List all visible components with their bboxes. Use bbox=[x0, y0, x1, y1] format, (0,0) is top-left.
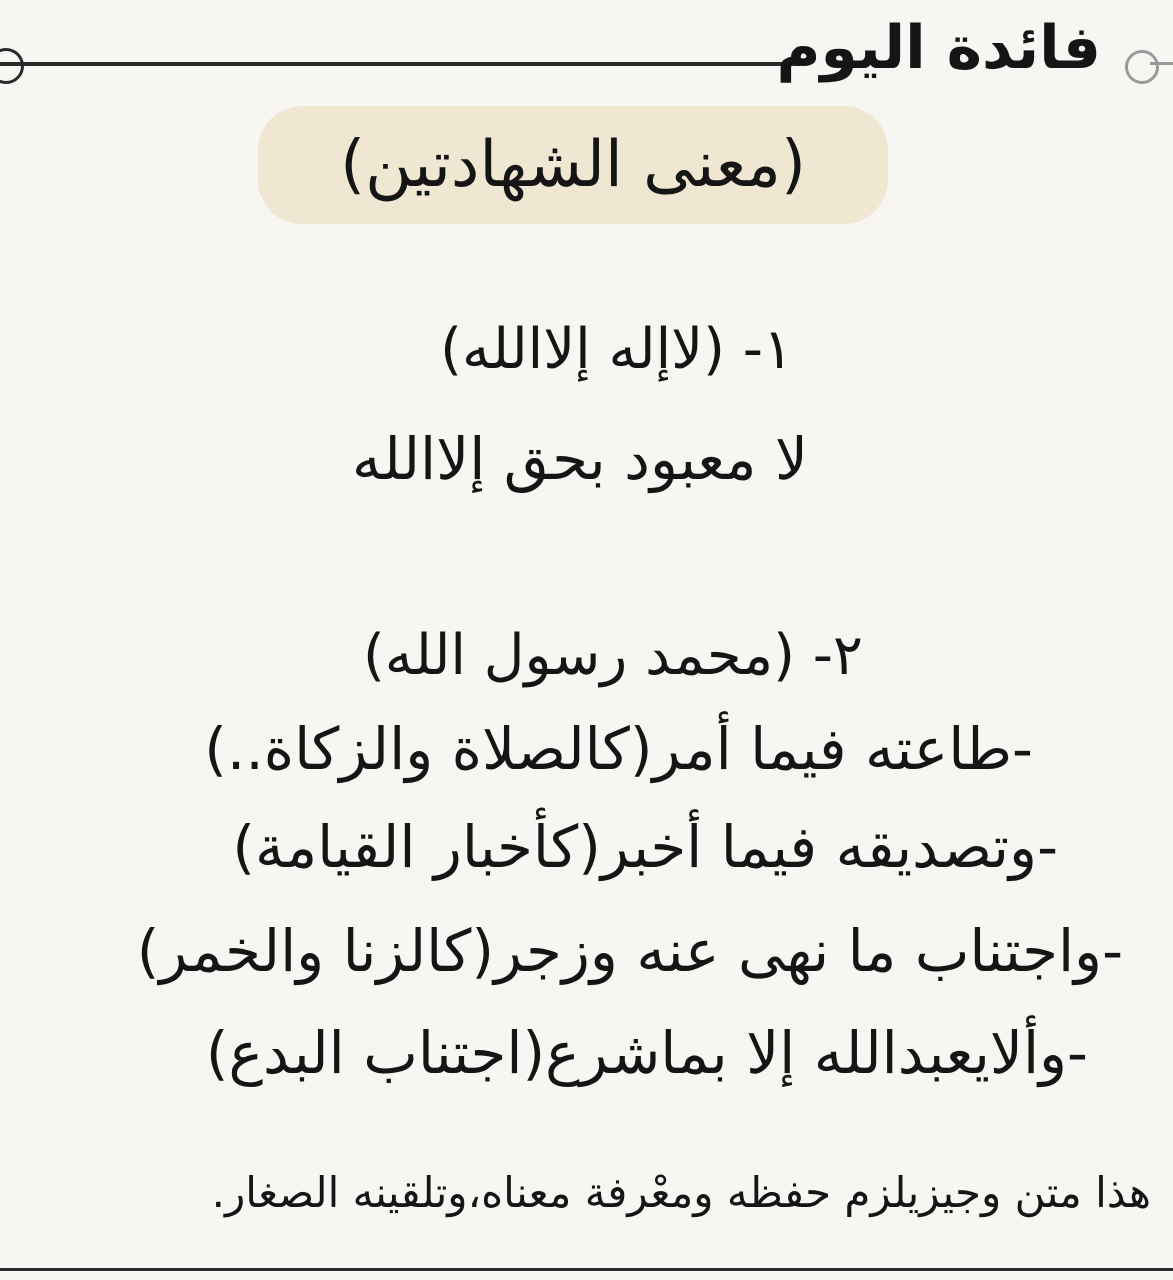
subtitle-pill bbox=[258, 106, 888, 224]
footer-note: هذا متن وجيزيلزم حفظه ومعْرفة معناه،وتلقينه الصغار. bbox=[211, 1168, 1151, 1217]
section1-heading: ١- (لاإله إلاالله) bbox=[440, 317, 793, 382]
section2-point-avoidance: -واجتناب ما نهى عنه وزجر(كالزنا والخمر) bbox=[136, 917, 1123, 985]
section2-point-obedience: -طاعته فيما أمر(كالصلاة والزكاة..) bbox=[204, 715, 1033, 783]
section2-heading: ٢- (محمد رسول الله) bbox=[362, 623, 863, 688]
header-rule bbox=[0, 62, 800, 66]
section2-point-worship: -وألايعبدالله إلا بماشرع(اجتناب البدع) bbox=[205, 1019, 1088, 1087]
header-rule-left-ornament bbox=[0, 48, 24, 84]
section2-point-belief: -وتصديقه فيما أخبر(كأخبار القيامة) bbox=[232, 813, 1058, 881]
header-rule-right-ornament bbox=[1125, 50, 1159, 84]
page-title: فائدة اليوم bbox=[776, 13, 1101, 83]
subtitle: (معنى الشهادتين) bbox=[340, 128, 806, 202]
bottom-rule bbox=[0, 1268, 1173, 1271]
section1-meaning: لا معبود بحق إلاالله bbox=[352, 425, 808, 493]
header-rule-right-tail bbox=[1150, 62, 1173, 65]
